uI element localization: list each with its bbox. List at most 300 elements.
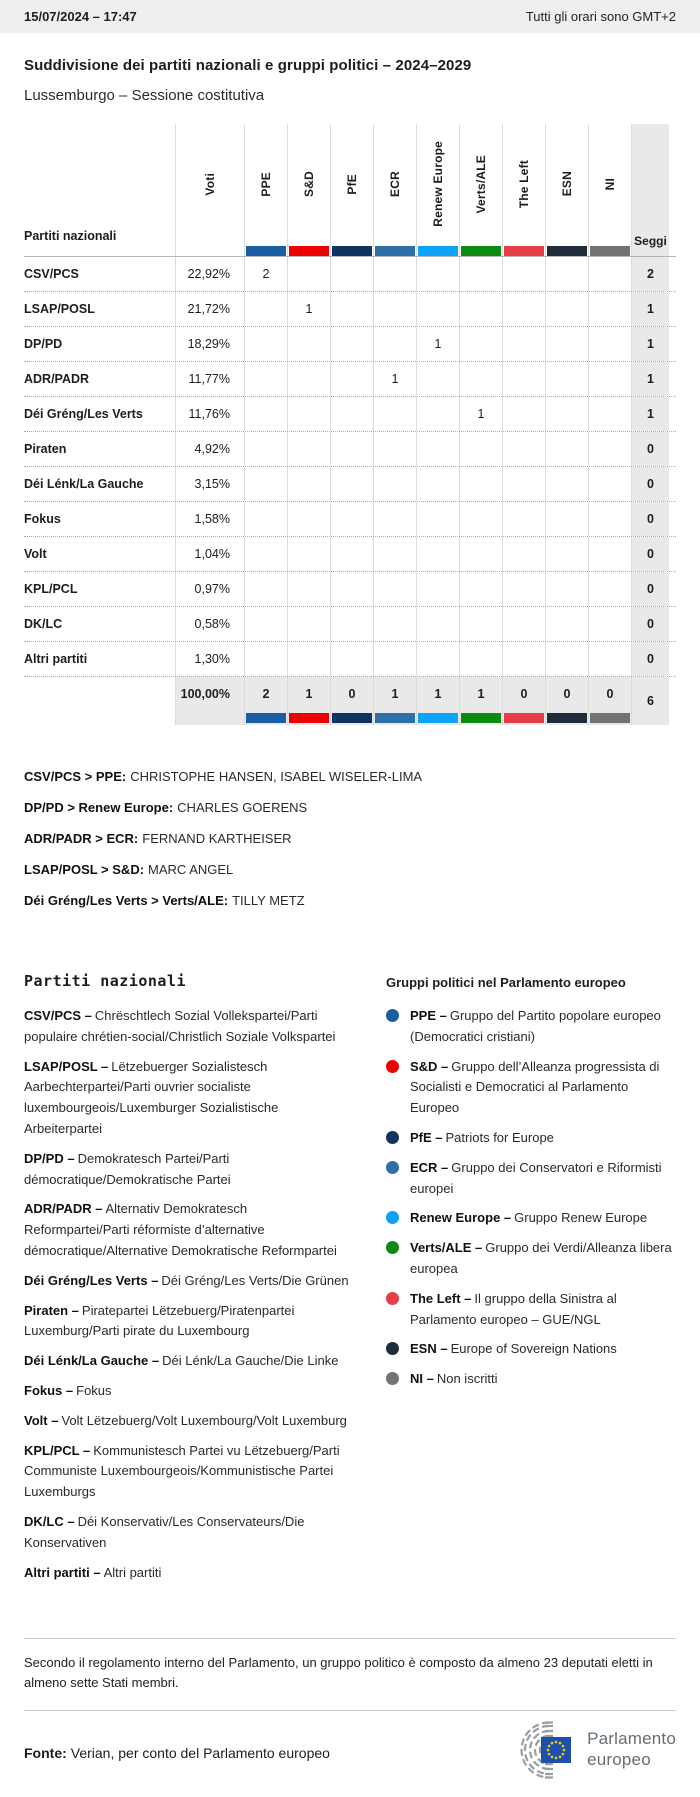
- member-names: FERNAND KARTHEISER: [142, 831, 292, 846]
- seat-cell: [373, 467, 416, 501]
- seat-cell: [373, 572, 416, 606]
- table-row: [24, 607, 676, 642]
- seat-cell: [459, 607, 502, 641]
- seat-cell: [588, 537, 631, 571]
- party-name-cell: Altri partiti: [24, 652, 88, 666]
- group-description: Gruppo dei Verdi/Alleanza libera europea: [410, 1240, 672, 1276]
- total-name-cell: [24, 677, 175, 725]
- total-seat-cell: [545, 677, 588, 725]
- party-abbr: Altri partiti –: [24, 1564, 101, 1580]
- table-row: [24, 397, 676, 432]
- total-seat-value: 1: [434, 687, 442, 701]
- source-label: Fonte:: [24, 1744, 67, 1761]
- seat-cell: [588, 607, 631, 641]
- party-full-name: Kommunistesch Partei vu Lëtzebuerg/Parti Communiste Luxembourgeois/Kommunistische Partei Luxemburgs: [24, 1442, 340, 1500]
- group-column-header: [330, 124, 373, 256]
- group-column-header: [588, 124, 631, 256]
- seat-cell: [588, 362, 631, 396]
- voti-cell: 0,58%: [175, 607, 244, 641]
- legend-item: [386, 1238, 676, 1280]
- seat-cell: [502, 572, 545, 606]
- party-abbr: DP/PD –: [24, 1150, 75, 1166]
- corner-label: Partiti nazionali: [24, 228, 117, 243]
- voti-cell: 4,92%: [175, 432, 244, 466]
- group-color-bar: [375, 713, 415, 723]
- total-seat-value: 1: [477, 687, 485, 701]
- national-party-item: [24, 1006, 354, 1048]
- group-description: Patriots for Europe: [445, 1129, 554, 1145]
- seat-cell: [459, 642, 502, 676]
- seat-cell: [545, 257, 588, 291]
- seat-cell: [287, 502, 330, 536]
- group-code: ESN –: [410, 1341, 448, 1357]
- table-row: [24, 502, 676, 537]
- national-party-item: [24, 1351, 354, 1372]
- group-code: The Left –: [410, 1290, 472, 1306]
- group-color-dot: [386, 1060, 399, 1073]
- seat-cell: [373, 502, 416, 536]
- seat-cell: [330, 642, 373, 676]
- party-name-cell: DK/LC: [24, 617, 63, 631]
- national-party-item: [24, 1563, 354, 1584]
- total-seat-cell: [330, 677, 373, 725]
- seat-cell: [373, 327, 416, 361]
- voti-cell: 18,29%: [175, 327, 244, 361]
- table-total: [24, 677, 676, 725]
- table-body: [24, 257, 676, 677]
- party-abbr: Déi Lénk/La Gauche –: [24, 1353, 160, 1369]
- source-row: [24, 1721, 676, 1779]
- party-group-path: DP/PD > Renew Europe:: [24, 800, 174, 815]
- seat-cell: [459, 467, 502, 501]
- party-group-path: LSAP/POSL > S&D:: [24, 862, 145, 877]
- seat-cell: [373, 292, 416, 326]
- group-color-bar: [418, 246, 458, 256]
- seat-cell: [244, 502, 287, 536]
- seat-cell: [545, 642, 588, 676]
- logo-wordmark: [587, 1729, 676, 1770]
- seggi-cell: 0: [631, 607, 669, 641]
- seat-cell: [416, 537, 459, 571]
- seat-cell: [416, 432, 459, 466]
- seat-cell: [244, 537, 287, 571]
- legend-item: [386, 1158, 676, 1200]
- group-description: Gruppo dell’Alleanza progressista di Socialisti e Democratici al Parlamento Europeo: [410, 1058, 660, 1116]
- seat-cell: [416, 572, 459, 606]
- group-color-dot: [386, 1241, 399, 1254]
- seat-cell: [588, 292, 631, 326]
- seat-cell: [502, 257, 545, 291]
- seat-cell: [459, 362, 502, 396]
- total-seat-value: 1: [305, 687, 313, 701]
- total-seat-cell: [588, 677, 631, 725]
- seat-cell: [459, 432, 502, 466]
- seat-cell: [416, 642, 459, 676]
- total-seat-value: 0: [563, 687, 571, 701]
- table-row: [24, 432, 676, 467]
- national-party-item: [24, 1411, 354, 1432]
- seat-cell: [545, 327, 588, 361]
- total-seat-value: 1: [391, 687, 399, 701]
- seat-cell: [502, 607, 545, 641]
- seat-cell: [330, 572, 373, 606]
- seat-cell: [459, 502, 502, 536]
- total-seat-cell: [373, 677, 416, 725]
- seat-cell: [416, 397, 459, 431]
- seat-cell: [330, 607, 373, 641]
- national-parties-column: [24, 972, 354, 1592]
- group-code: PPE –: [410, 1008, 447, 1023]
- group-color-dot: [386, 1161, 399, 1174]
- seat-cell: [588, 502, 631, 536]
- group-color-dot: [386, 1292, 399, 1305]
- voti-label: Voti: [203, 172, 217, 196]
- voti-cell: 11,76%: [175, 397, 244, 431]
- total-seat-cell: [502, 677, 545, 725]
- party-abbr: CSV/PCS –: [24, 1008, 92, 1023]
- seat-cell: [244, 362, 287, 396]
- seat-cell: [502, 467, 545, 501]
- seggi-cell: 0: [631, 537, 669, 571]
- table-row: [24, 257, 676, 292]
- logo-line1: Parlamento: [587, 1729, 676, 1749]
- total-voti-cell: 100,00%: [175, 677, 244, 725]
- seat-cell: [330, 397, 373, 431]
- seat-cell: [287, 607, 330, 641]
- seat-cell: [244, 642, 287, 676]
- group-code-label: S&D: [302, 171, 316, 197]
- party-group-path: Déi Gréng/Les Verts > Verts/ALE:: [24, 893, 229, 908]
- seat-cell: [330, 432, 373, 466]
- group-code-label: Renew Europe: [431, 141, 445, 227]
- group-color-dot: [386, 1211, 399, 1224]
- group-column-headers: [244, 124, 631, 256]
- seat-cell: [588, 642, 631, 676]
- page-subtitle: Lussemburgo – Sessione costitutiva: [24, 87, 265, 104]
- seat-cell: [287, 432, 330, 466]
- party-name-cell: Piraten: [24, 442, 67, 456]
- seat-cell: [416, 467, 459, 501]
- voti-cell: 3,15%: [175, 467, 244, 501]
- party-full-name: Lëtzebuerger Sozialistesch Aarbechterpartei/Parti ouvrier socialiste luxembourgeois/Luxemburger Sozialistische Arbeiterpartei: [24, 1058, 279, 1136]
- seat-cell: [459, 292, 502, 326]
- seat-cell: [588, 432, 631, 466]
- group-color-bar: [375, 246, 415, 256]
- party-abbr: Volt –: [24, 1412, 59, 1428]
- group-column-header: [373, 124, 416, 256]
- total-seat-value: 2: [262, 687, 270, 701]
- seat-cell: [244, 467, 287, 501]
- seat-cell: [545, 572, 588, 606]
- seggi-cell: 1: [631, 327, 669, 361]
- national-party-item: [24, 1301, 354, 1343]
- seat-cell: 1: [416, 327, 459, 361]
- hemicycle-icon: [483, 1721, 579, 1779]
- party-name-cell: KPL/PCL: [24, 582, 78, 596]
- group-color-bar: [504, 246, 544, 256]
- seat-cell: [287, 397, 330, 431]
- group-description: Non iscritti: [436, 1371, 498, 1387]
- group-color-bar: [590, 246, 630, 256]
- member-names: CHARLES GOERENS: [177, 800, 308, 815]
- group-description: Il gruppo della Sinistra al Parlamento europeo – GUE/NGL: [410, 1290, 617, 1327]
- logo-line2: europeo: [587, 1749, 651, 1769]
- member-names: CHRISTOPHE HANSEN, ISABEL WISELER-LIMA: [130, 769, 423, 784]
- total-seat-cell: [244, 677, 287, 725]
- seat-cell: [373, 642, 416, 676]
- seat-cell: [416, 362, 459, 396]
- group-column-header: [502, 124, 545, 256]
- table-row: [24, 292, 676, 327]
- party-full-name: Déi Lénk/La Gauche/Die Linke: [162, 1353, 339, 1369]
- seggi-cell: 0: [631, 432, 669, 466]
- member-names: MARC ANGEL: [148, 862, 234, 877]
- party-full-name: Demokratesch Partei/Parti démocratique/Demokratische Partei: [24, 1150, 231, 1187]
- seat-cell: [459, 257, 502, 291]
- group-color-bar: [547, 713, 587, 723]
- seat-cell: [244, 432, 287, 466]
- group-color-bar: [461, 246, 501, 256]
- glossary-columns: [24, 972, 676, 1592]
- group-color-bar: [246, 246, 286, 256]
- legend-item: [386, 1208, 676, 1229]
- legend-item: [386, 1006, 676, 1048]
- total-seat-value: 0: [520, 687, 528, 701]
- seat-cell: [502, 397, 545, 431]
- timezone-note: Tutti gli orari sono GMT+2: [525, 9, 676, 24]
- group-code: Verts/ALE –: [410, 1240, 483, 1256]
- european-parliament-logo: [483, 1721, 676, 1779]
- table-row: [24, 572, 676, 607]
- group-code-label: ESN: [560, 171, 574, 197]
- party-group-path: CSV/PCS > PPE:: [24, 769, 127, 784]
- results-table: [24, 124, 676, 725]
- seat-cell: [287, 467, 330, 501]
- seat-cell: [545, 537, 588, 571]
- seat-cell: [373, 607, 416, 641]
- group-color-bar: [547, 246, 587, 256]
- total-seat-cell: [459, 677, 502, 725]
- seat-cell: [244, 397, 287, 431]
- seat-cell: [545, 502, 588, 536]
- report-datetime: 15/07/2024 – 17:47: [24, 9, 137, 24]
- group-code-label: Verts/ALE: [474, 154, 488, 214]
- seat-cell: [244, 292, 287, 326]
- legend-item: [386, 1369, 676, 1390]
- party-abbr: DK/LC –: [24, 1513, 75, 1529]
- footnote: Secondo il regolamento interno del Parlamento, un gruppo politico è composto da almeno 23 deputati eletti in almeno sette Stati membri.: [24, 1655, 653, 1691]
- group-column-header: [244, 124, 287, 256]
- table-row: [24, 642, 676, 677]
- member-names: TILLY METZ: [232, 893, 305, 908]
- party-name-cell: ADR/PADR: [24, 372, 90, 386]
- divider: [24, 1710, 676, 1711]
- group-color-bar: [504, 713, 544, 723]
- party-name-cell: CSV/PCS: [24, 267, 79, 281]
- seat-cell: [416, 257, 459, 291]
- seat-cell: [373, 537, 416, 571]
- legend-item: [386, 1289, 676, 1331]
- group-description: Gruppo dei Conservatori e Riformisti europei: [410, 1159, 662, 1196]
- group-code-label: PPE: [259, 171, 273, 197]
- group-color-dot: [386, 1342, 399, 1355]
- group-code: Renew Europe –: [410, 1210, 512, 1226]
- group-code: ECR –: [410, 1159, 449, 1175]
- group-description: Gruppo Renew Europe: [514, 1210, 648, 1226]
- group-color-bar: [418, 713, 458, 723]
- seggi-cell: 0: [631, 572, 669, 606]
- table-row: [24, 362, 676, 397]
- group-color-dot: [386, 1009, 399, 1022]
- groups-legend-heading: Gruppi politici nel Parlamento europeo: [386, 975, 626, 990]
- seat-cell: [287, 642, 330, 676]
- voti-cell: 21,72%: [175, 292, 244, 326]
- seat-cell: [373, 397, 416, 431]
- total-row: [24, 677, 676, 725]
- seggi-cell: 0: [631, 642, 669, 676]
- seat-cell: [502, 327, 545, 361]
- group-description: Europe of Sovereign Nations: [450, 1341, 617, 1357]
- elected-member-line: [24, 769, 676, 784]
- group-color-dot: [386, 1131, 399, 1144]
- seggi-cell: 2: [631, 257, 669, 291]
- seat-cell: [545, 432, 588, 466]
- party-full-name: Déi Konservativ/Les Conservateurs/Die Konservativen: [24, 1513, 305, 1550]
- group-color-bar: [289, 713, 329, 723]
- group-code-label: PfE: [345, 173, 359, 195]
- party-name-cell: Volt: [24, 547, 47, 561]
- legend-item: [386, 1339, 676, 1360]
- elected-member-line: [24, 893, 676, 908]
- group-color-bar: [332, 246, 372, 256]
- total-seat-cell: [287, 677, 330, 725]
- national-party-item: [24, 1149, 354, 1191]
- seat-cell: [330, 467, 373, 501]
- seat-cell: [588, 397, 631, 431]
- seat-cell: [545, 607, 588, 641]
- group-code-label: ECR: [388, 171, 402, 197]
- total-seat-cell: [416, 677, 459, 725]
- seat-cell: [330, 292, 373, 326]
- seat-cell: [502, 432, 545, 466]
- total-seggi-cell: 6: [631, 677, 669, 725]
- seat-cell: [330, 362, 373, 396]
- seat-cell: [287, 257, 330, 291]
- party-full-name: Déi Gréng/Les Verts/Die Grünen: [161, 1272, 349, 1288]
- seat-cell: [287, 537, 330, 571]
- voti-cell: 0,97%: [175, 572, 244, 606]
- group-color-dot: [386, 1372, 399, 1385]
- top-bar: [0, 0, 700, 33]
- seat-cell: [287, 327, 330, 361]
- seat-cell: [502, 642, 545, 676]
- group-code: NI –: [410, 1371, 434, 1387]
- divider: [24, 1638, 676, 1639]
- elected-member-line: [24, 831, 676, 846]
- seggi-cell: 1: [631, 292, 669, 326]
- national-party-item: [24, 1441, 354, 1503]
- seat-cell: [330, 502, 373, 536]
- seat-cell: [588, 467, 631, 501]
- group-color-bar: [332, 713, 372, 723]
- seat-cell: [416, 607, 459, 641]
- seat-cell: [588, 327, 631, 361]
- party-abbr: Piraten –: [24, 1302, 79, 1318]
- seat-cell: [459, 572, 502, 606]
- source-line: [24, 1745, 330, 1765]
- seggi-column-header: Seggi: [631, 124, 669, 256]
- seat-cell: [244, 327, 287, 361]
- voti-cell: 1,58%: [175, 502, 244, 536]
- party-abbr: Fokus –: [24, 1382, 74, 1398]
- party-name-cell: Fokus: [24, 512, 61, 526]
- elected-member-line: [24, 862, 676, 877]
- party-group-path: ADR/PADR > ECR:: [24, 831, 139, 846]
- party-abbr: KPL/PCL –: [24, 1442, 91, 1458]
- seat-cell: [373, 432, 416, 466]
- table-row: [24, 467, 676, 502]
- seat-cell: [588, 257, 631, 291]
- seat-cell: [330, 537, 373, 571]
- voti-cell: 1,30%: [175, 642, 244, 676]
- seat-cell: [287, 572, 330, 606]
- seat-cell: [287, 362, 330, 396]
- page-title: Suddivisione dei partiti nazionali e gruppi politici – 2024–2029: [24, 57, 472, 74]
- party-name-cell: DP/PD: [24, 337, 63, 351]
- national-party-item: [24, 1381, 354, 1402]
- national-party-item: [24, 1199, 354, 1261]
- party-full-name: Volt Lëtzebuerg/Volt Luxembourg/Volt Luxemburg: [61, 1412, 347, 1428]
- voti-cell: 22,92%: [175, 257, 244, 291]
- seat-cell: [416, 292, 459, 326]
- seat-cell: [502, 537, 545, 571]
- voti-cell: 11,77%: [175, 362, 244, 396]
- national-party-item: [24, 1271, 354, 1292]
- group-column-header: [459, 124, 502, 256]
- group-code: S&D –: [410, 1058, 449, 1074]
- seat-cell: [502, 362, 545, 396]
- party-abbr: LSAP/POSL –: [24, 1058, 109, 1074]
- group-code-label: The Left: [517, 159, 531, 209]
- seat-cell: [545, 397, 588, 431]
- seggi-cell: 0: [631, 467, 669, 501]
- seat-cell: [588, 572, 631, 606]
- legend-item: [386, 1128, 676, 1149]
- seat-cell: 1: [287, 292, 330, 326]
- table-header-row: [24, 124, 676, 257]
- party-full-name: Chrëschtlech Sozial Vollekspartei/Parti populaire chrétien-social/Christlich Soziale Volkspartei: [24, 1008, 336, 1044]
- elected-members-list: [24, 769, 676, 908]
- party-name-cell: Déi Lénk/La Gauche: [24, 477, 144, 491]
- seat-cell: 1: [459, 397, 502, 431]
- seat-cell: [244, 607, 287, 641]
- national-party-item: [24, 1512, 354, 1554]
- political-groups-column: [386, 972, 676, 1592]
- seat-cell: [330, 327, 373, 361]
- party-name-cell: Déi Gréng/Les Verts: [24, 407, 143, 421]
- group-color-bar: [246, 713, 286, 723]
- seat-cell: [416, 502, 459, 536]
- seat-cell: [545, 362, 588, 396]
- total-seat-value: 0: [606, 687, 614, 701]
- seat-cell: [459, 327, 502, 361]
- seat-cell: [545, 467, 588, 501]
- elected-member-line: [24, 800, 676, 815]
- seggi-cell: 0: [631, 502, 669, 536]
- source-text: Verian, per conto del Parlamento europeo: [70, 1744, 330, 1761]
- seggi-cell: 1: [631, 362, 669, 396]
- party-abbr: ADR/PADR –: [24, 1201, 103, 1217]
